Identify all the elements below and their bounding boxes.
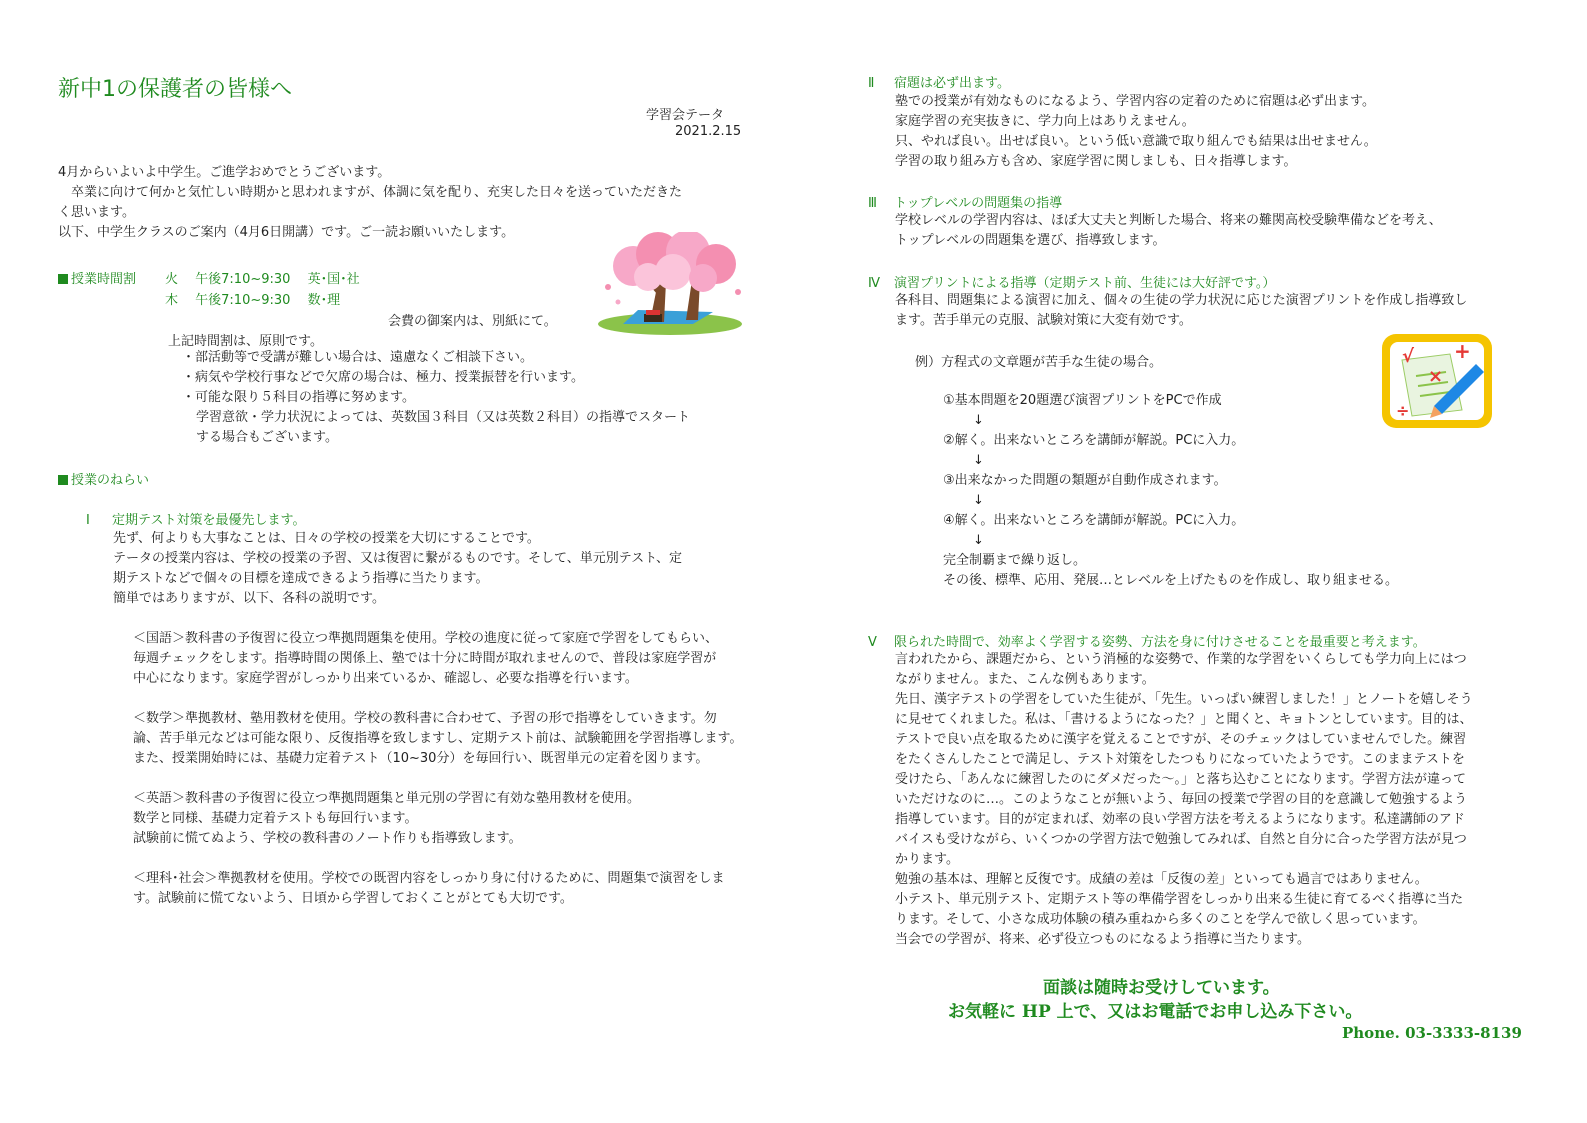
down-arrow-icon: ↓ [973,453,984,468]
footer-consultation: 面談は随時お受けしています。 [1043,978,1280,998]
step-item: ①基本問題を20題選び演習プリントをPCで作成 [943,393,1222,408]
section-2-title: Ⅱ 宿題は必ず出ます。 [868,76,1010,91]
square-bullet-icon [58,475,68,485]
section-4-steps: ①基本問題を20題選び演習プリントをPCで作成 ↓ ②解く。出来ないところを講師が解説。PCに入力。 ↓ ③出来なかった問題の類題が自動作成されます。 ↓ ④解く。出来ないところを講師が解説。PCに入力。 ↓ 完全制覇まで繰り返し。 その後、標準、応用、発展…とレベルを上げたものを作成し、取り組ませる。 [943,391,1463,591]
svg-text:×: × [1428,366,1444,387]
section-5-body: 言われたから、課題だから、という消極的な姿勢で、作業的な学習をいくらしても学力向上にはつ ながりません。また、こんな例もあります。 先日、漢字テストの学習をしていた生徒が、「先生。いっぱい練習しました！」とノートを嬉しそう に見せてくれました。私は、「書けるようになった？」と聞くと、キョトンとしています。目的は、 テストで良い点を取るために漢字を覚えることですが、そのチェックはしていませんでした。練習 をたくさんしたことで満足し、テスト対策をしたつもりになっていたようです。このままテストを 受けたら、「あんなに練習したのにダメだった～。」と落ち込むことになります。学習方法が違って いただけなのに…。このようなことが無いよう、毎回の授業で学習の目的を意識して勉強するよう 指導しています。目的が定まれば、効率の良い学習方法を考えるようになります。私達講師のアド バイスも受けながら、いくつかの学習方法で勉強してみれば、自然と自分に合った学習方法が見つ かります。 勉強の基本は、理解と反復です。成績の差は「反復の差」といっても過言ではありません。 小テスト、単元別テスト、定期テスト等の準備学習をしっかり出来る生徒に育てるべく指導に当た ります。そして、小さな成功体験の積み重ねから多くのことを学んで欲しく思っています。 当会での学習が、将来、必ず役立つものになるよう指導に当たります。 [895,652,1473,947]
subject-math: ＜数学＞準拠教材、塾用教材を使用。学校の教科書に合わせて、予習の形で指導をしていきます。勿 論、苦手単元などは可能な限り、反復指導を致しますし、定期テスト前は、試験範囲を学習指導します。 また、授業開始時には、基礎力定着テスト（10~30分）を毎回行い、既習単元の定着を図ります。 [133,711,743,766]
bullet-item: ・可能な限り５科目の指導に努めます。 [182,390,415,405]
schedule-heading: 授業時間割 [58,268,136,287]
schedule-row-tue: 火 午後7:10~9:30 英･国･社 [165,272,360,287]
section-4-title: Ⅳ 演習プリントによる指導（定期テスト前、生徒には大好評です。） [868,276,1276,291]
bullet-extra-line: 学習意欲・学力状況によっては、英数国３科目（又は英数２科目）の指導でスタート [196,410,691,425]
fee-note: 会費の御案内は、別紙にて。 [388,314,557,329]
schedule-bullets [182,348,762,408]
step-item: ②解く。出来ないところを講師が解説。PCに入力。 [943,433,1245,448]
bullet-extra-line: する場合もございます。 [196,430,338,445]
intro-line: く思います。 [58,205,135,220]
cherry-blossom-tree-icon [588,232,753,337]
square-bullet-icon [58,274,68,284]
intro-line: 4月からいよいよ中学生。ご進学おめでとうございます。 [58,165,391,180]
page-title: 新中1の保護者の皆様へ [58,77,292,102]
bullet-item: ・病気や学校行事などで欠席の場合は、極力、授業振替を行います。 [182,370,584,385]
aims-heading: 授業のねらい [58,469,149,488]
section-1-body: 先ず、何よりも大事なことは、日々の学校の授業を大切にすることです。 テータの授業内容は、学校の授業の予習、又は復習に繋がるものです。そして、単元別テスト、定 期テストなどで個々の目標を達成できるよう指導に当たります。 簡単ではありますが、以下、各科の説明です。 [113,531,683,606]
subject-japanese: ＜国語＞教科書の予復習に役立つ準拠問題集を使用。学校の進度に従って家庭で学習をしてもらい、 毎週チェックをします。指導時間の関係上、塾では十分に時間が取れませんので、普段は家庭学習が 中心になります。家庭学習がしっかり出来ているか、確認し、必要な指導を行います。 [133,631,719,686]
footer-phone: Phone. 03-3333-8139 [1342,1024,1522,1042]
svg-text:÷: ÷ [1396,401,1410,420]
intro-line: 卒業に向けて何かと気忙しい時期かと思われますが、体調に気を配り、充実した日々を送っていただきた [58,185,683,200]
step-item: ④解く。出来ないところを講師が解説。PCに入力。 [943,513,1245,528]
footer-apply: お気軽に HP 上で、又はお電話でお申し込み下さい。 [948,1002,1363,1022]
schedule-row-thu: 木 午後7:10~9:30 数･理 [165,293,341,308]
intro-text [58,163,748,243]
section-4-body: 各科目、問題集による演習に加え、個々の生徒の学力状況に応じた演習プリントを作成し指導致し ます。苦手単元の克服、試験対策に大変有効です。 [895,293,1468,328]
section-5-title: Ⅴ 限られた時間で、効率よく学習する姿勢、方法を身に付けさせることを最重要と考えます。 [868,635,1426,650]
document-date: 2021.2.15 [675,124,742,139]
step-item: ③出来なかった問題の類題が自動作成されます。 [943,473,1227,488]
section-2-body: 塾での授業が有効なものになるよう、学習内容の定着のために宿題は必ず出ます。 家庭学習の充実抜きに、学力向上はありえません。 只、やれば良い。出せば良い。という低い意識で取り組んでも結果は出せません。 学習の取り組み方も含め、家庭学習に関しましも、日々指導します。 [895,94,1377,169]
svg-text:√: √ [1402,346,1415,367]
subject-english: ＜英語＞教科書の予復習に役立つ準拠問題集と単元別の学習に有効な塾用教材を使用。 数学と同様、基礎力定着テストも毎回行います。 試験前に慌てぬよう、学校の教科書のノート作りも指導致します。 [133,791,641,846]
down-arrow-icon: ↓ [973,413,984,428]
intro-line: 以下、中学生クラスのご案内（4月6日開講）です。ご一読お願いいたします。 [58,225,515,240]
example-label: 例）方程式の文章題が苦手な生徒の場合。 [915,355,1163,370]
down-arrow-icon: ↓ [973,493,984,508]
svg-text:+: + [1454,339,1471,363]
down-arrow-icon: ↓ [973,533,984,548]
section-3-body: 学校レベルの学習内容は、ほぼ大丈夫と判断した場合、将来の難関高校受験準備などを考え、 トップレベルの問題集を選び、指導致します。 [895,213,1442,248]
subject-science-social: ＜理科･社会＞準拠教材を使用。学校での既習内容をしっかり身に付けるために、問題集で演習をしま す。試験前に慌てないよう、日頃から学習しておくことがとても大切です。 [133,871,725,906]
bullet-extra [196,408,756,448]
section-3-title: Ⅲ トップレベルの問題集の指導 [868,196,1063,211]
organization-name: 学習会テータ [646,108,725,123]
section-1-title: Ⅰ 定期テスト対策を最優先します。 [86,513,306,528]
schedule-principle: 上記時間割は、原則です。 [168,334,323,349]
bullet-item: ・部活動等で受講が難しい場合は、遠慮なくご相談下さい。 [182,350,534,365]
